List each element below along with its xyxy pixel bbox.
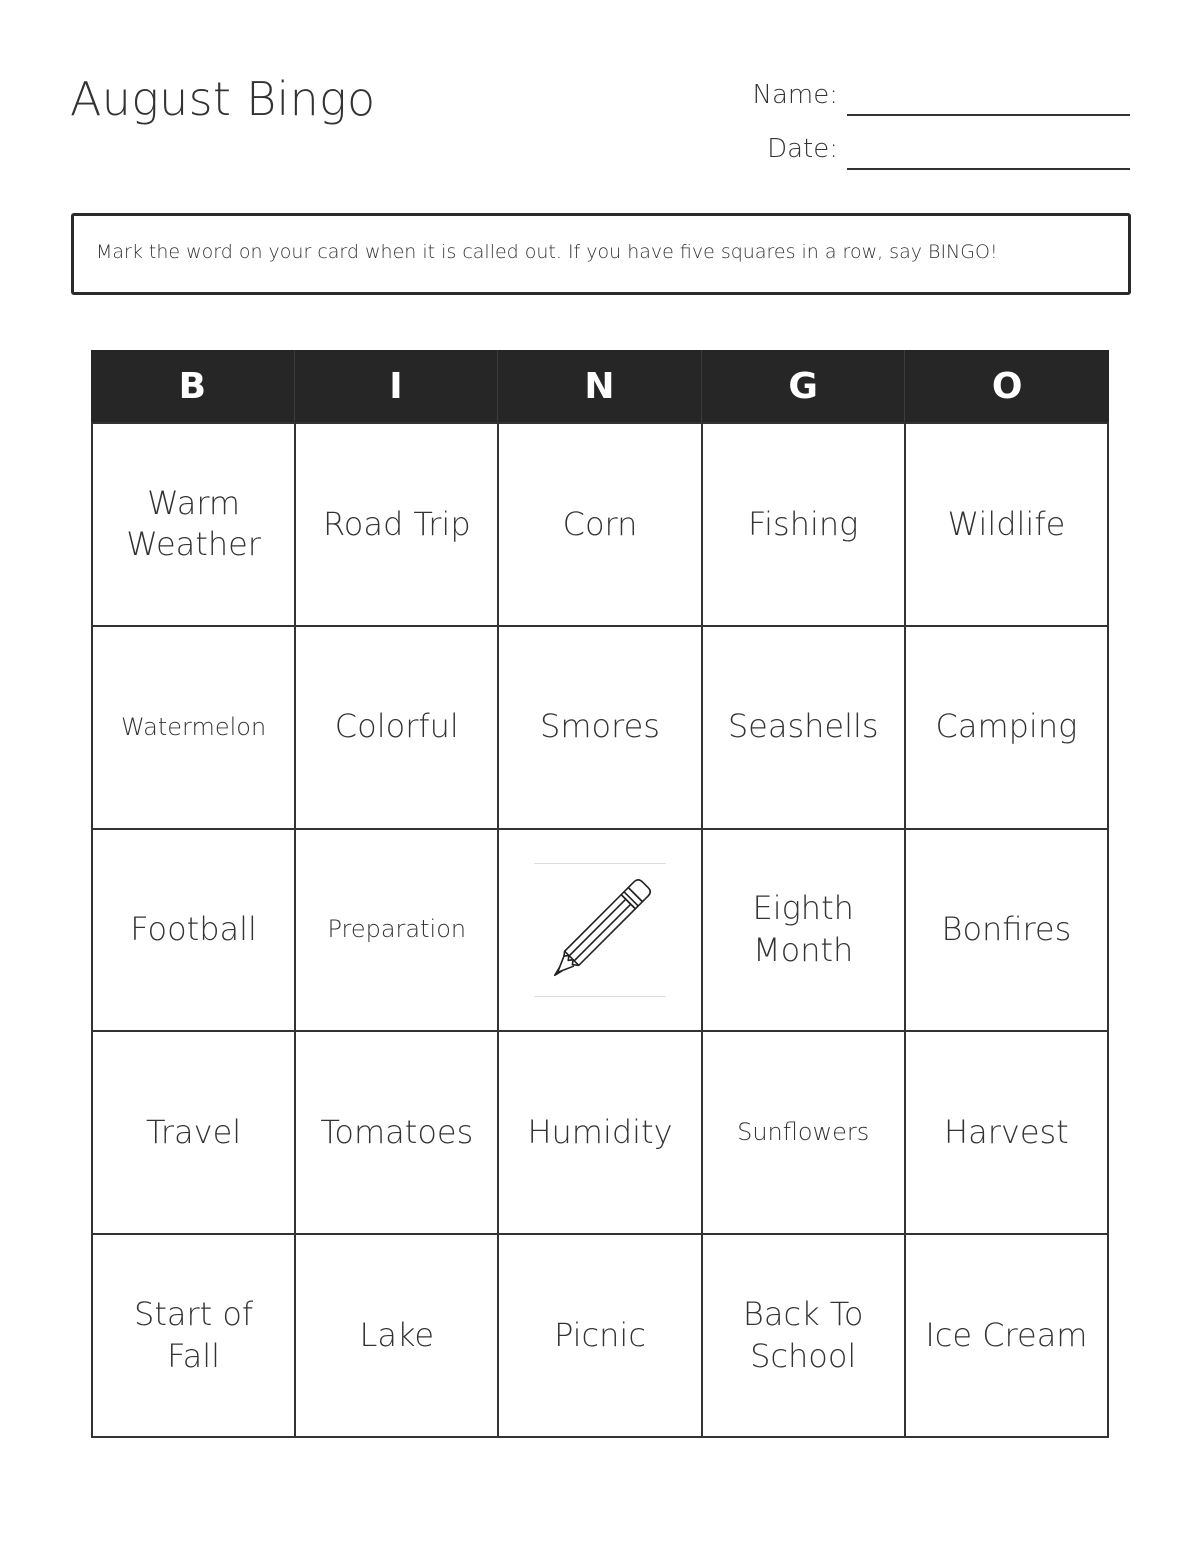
cell-label: Start of Fall bbox=[134, 1295, 254, 1375]
bingo-cell[interactable] bbox=[499, 1032, 702, 1235]
bingo-cell[interactable] bbox=[499, 627, 702, 830]
bingo-cell[interactable] bbox=[906, 830, 1109, 1033]
cell-label: Picnic bbox=[554, 1315, 646, 1354]
bingo-grid bbox=[91, 422, 1109, 1438]
header-letter: N bbox=[498, 350, 702, 422]
cell-label: Smores bbox=[540, 707, 660, 746]
cell-label: Colorful bbox=[334, 707, 459, 746]
cell-label: Sunflowers bbox=[737, 1118, 870, 1147]
instructions-text: Mark the word on your card when it is called out. If you have five squares in a row, say BINGO! bbox=[96, 241, 998, 263]
header-letter: I bbox=[295, 350, 499, 422]
cell-label: Eighth Month bbox=[752, 889, 854, 969]
pencil-icon bbox=[534, 863, 666, 997]
bingo-cell[interactable] bbox=[499, 424, 702, 627]
cell-label: Warm Weather bbox=[126, 483, 261, 564]
bingo-cell[interactable] bbox=[703, 424, 906, 627]
cell-label: Lake bbox=[359, 1315, 435, 1354]
bingo-cell[interactable] bbox=[703, 1032, 906, 1235]
cell-label: Seashells bbox=[727, 707, 879, 746]
bingo-cell[interactable] bbox=[296, 1032, 499, 1235]
name-label: Name: bbox=[752, 80, 838, 110]
cell-label: Tomatoes bbox=[320, 1112, 474, 1151]
name-line bbox=[847, 114, 1130, 116]
cell-label: Ice Cream bbox=[925, 1315, 1088, 1354]
bingo-cell[interactable] bbox=[296, 1235, 499, 1438]
free-space-cell[interactable] bbox=[499, 830, 702, 1033]
bingo-cell[interactable] bbox=[93, 1032, 296, 1235]
cell-label: Corn bbox=[562, 504, 638, 543]
bingo-cell[interactable] bbox=[93, 830, 296, 1033]
date-label: Date: bbox=[767, 134, 838, 164]
bingo-cell[interactable] bbox=[296, 627, 499, 830]
bingo-cell[interactable] bbox=[296, 424, 499, 627]
cell-label: Humidity bbox=[527, 1112, 673, 1151]
instructions-box bbox=[71, 213, 1131, 295]
header-letter: G bbox=[702, 350, 906, 422]
bingo-cell[interactable] bbox=[296, 830, 499, 1033]
cell-label: Harvest bbox=[944, 1112, 1069, 1151]
name-field bbox=[700, 76, 1130, 116]
bingo-cell[interactable] bbox=[703, 627, 906, 830]
bingo-header bbox=[91, 350, 1109, 422]
cell-label: Back To School bbox=[742, 1295, 864, 1375]
bingo-cell[interactable] bbox=[906, 1032, 1109, 1235]
cell-label: Preparation bbox=[327, 915, 467, 944]
date-line bbox=[847, 168, 1130, 170]
cell-label: Road Trip bbox=[322, 504, 471, 543]
bingo-cell[interactable] bbox=[703, 830, 906, 1033]
bingo-cell[interactable] bbox=[93, 1235, 296, 1438]
header-letter: B bbox=[91, 350, 295, 422]
date-field bbox=[700, 130, 1130, 170]
cell-label: Football bbox=[130, 910, 257, 949]
cell-label: Travel bbox=[146, 1112, 242, 1151]
cell-label: Wildlife bbox=[947, 504, 1066, 543]
bingo-cell[interactable] bbox=[703, 1235, 906, 1438]
bingo-board bbox=[91, 350, 1109, 1438]
cell-label: Watermelon bbox=[120, 712, 267, 741]
cell-label: Camping bbox=[935, 707, 1078, 746]
bingo-cell[interactable] bbox=[906, 424, 1109, 627]
cell-label: Fishing bbox=[748, 504, 859, 543]
page-title: August Bingo bbox=[70, 72, 376, 126]
bingo-cell[interactable] bbox=[93, 424, 296, 627]
header-letter: O bbox=[991, 365, 1023, 407]
bingo-cell[interactable] bbox=[906, 1235, 1109, 1438]
bingo-cell[interactable] bbox=[499, 1235, 702, 1438]
cell-label: Bonfires bbox=[941, 910, 1072, 949]
bingo-cell[interactable] bbox=[906, 627, 1109, 830]
bingo-cell[interactable] bbox=[93, 627, 296, 830]
